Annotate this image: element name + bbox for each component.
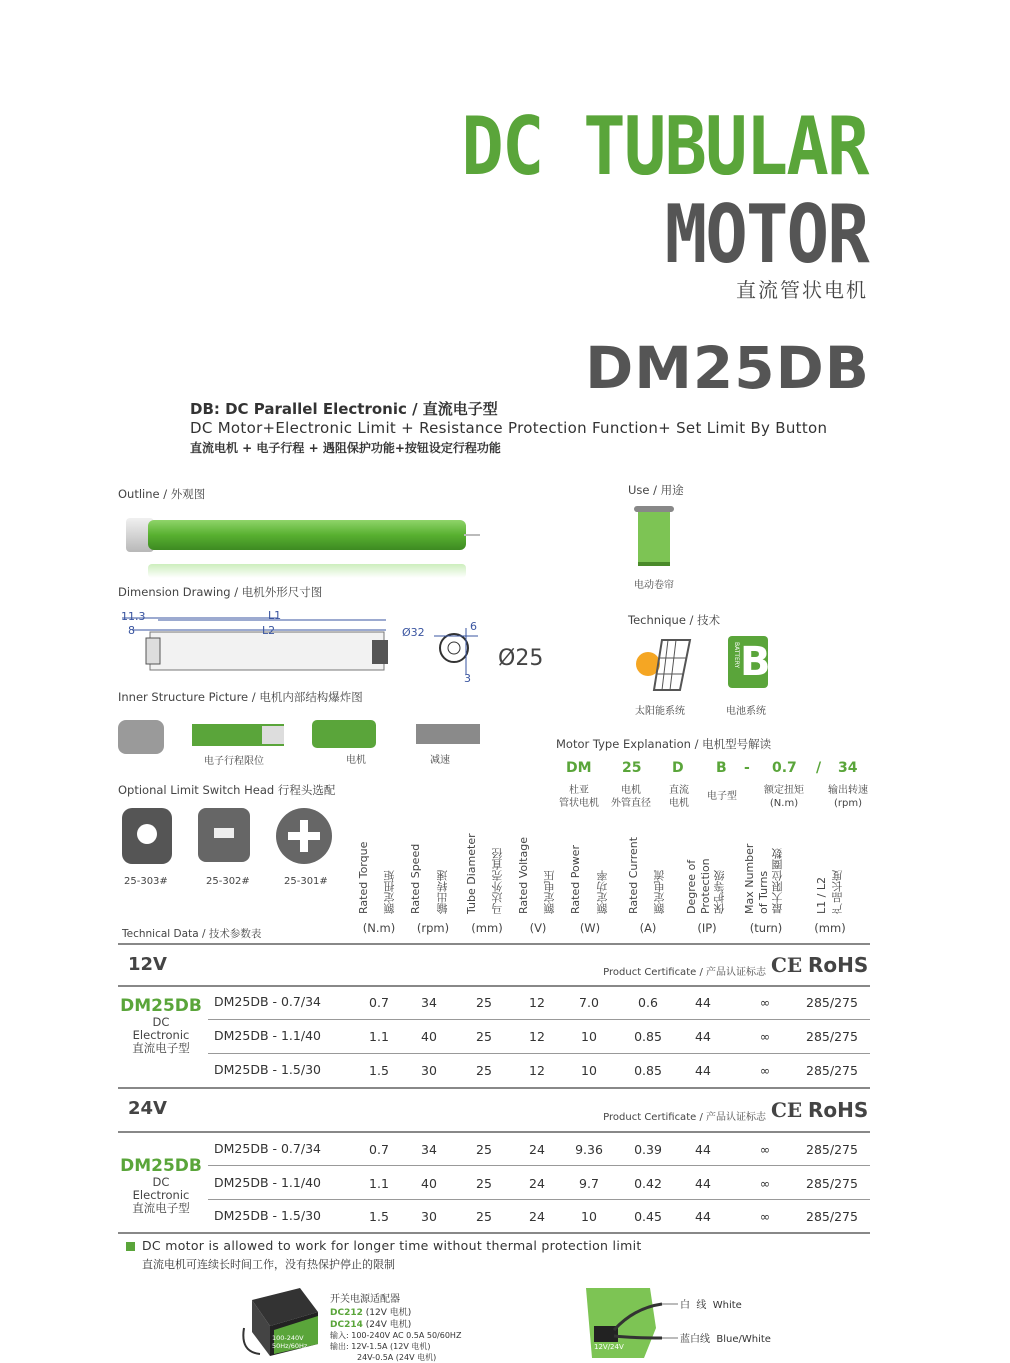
row-value: 25 xyxy=(476,1176,492,1191)
adapter-sticker: 100-240V 50Hz/60Hz xyxy=(272,1334,308,1350)
row-value: 30 xyxy=(421,1209,437,1224)
dim-3: 3 xyxy=(464,672,471,685)
inner-structure-image xyxy=(116,714,496,756)
technique-label: Technique / 技术 xyxy=(628,613,721,627)
cert-text-24v: Product Certificate / 产品认证标志 xyxy=(603,1112,766,1123)
dim-phi25: Ø25 xyxy=(498,646,544,671)
note-en: DC motor is allowed to work for longer time without thermal protection limit xyxy=(142,1238,642,1253)
row-model: DM25DB - 1.1/40 xyxy=(214,1028,321,1043)
hdr-length-cn: 产品长度 xyxy=(831,870,844,914)
row-value: 12 xyxy=(529,1063,545,1078)
unit-length: (mm) xyxy=(814,921,846,935)
row-value: 24 xyxy=(529,1142,545,1157)
row-value: ∞ xyxy=(759,995,771,1010)
unit-protection: (IP) xyxy=(697,921,717,935)
limit-head-301: 25-301# xyxy=(284,876,328,887)
motor-outline-image xyxy=(118,508,488,588)
hdr-turns-2: of Turns xyxy=(757,870,770,914)
row-value: 285/275 xyxy=(806,1063,858,1078)
row-value: 25 xyxy=(476,1029,492,1044)
limit-head-303: 25-303# xyxy=(124,876,168,887)
row-divider xyxy=(208,1053,870,1054)
note-cn: 直流电机可连续长时间工作，没有热保护停止的限制 xyxy=(142,1258,395,1271)
inner-label-motor: 电机 xyxy=(346,755,366,766)
row-value: 285/275 xyxy=(806,1176,858,1191)
adapter-title: 开关电源适配器 xyxy=(330,1294,400,1305)
adapter-dc212: DC212 (12V 电机) xyxy=(330,1308,412,1318)
row-value: 40 xyxy=(421,1176,437,1191)
table-rule xyxy=(118,943,870,945)
table-rule xyxy=(118,1087,870,1089)
row-value: 25 xyxy=(476,1142,492,1157)
unit-torque: (N.m) xyxy=(362,921,396,935)
row-value: 7.0 xyxy=(579,995,599,1010)
use-caption: 电动卷帘 xyxy=(634,580,674,591)
table-rule xyxy=(118,1131,870,1133)
title-line2: MOTOR xyxy=(664,188,868,281)
row-value: 30 xyxy=(421,1063,437,1078)
adapter-dc214: DC214 (24V 电机) xyxy=(330,1320,412,1330)
mt-code-torque: 0.7 xyxy=(772,760,797,776)
mt-code-dm: DM xyxy=(566,760,592,776)
voltage-24v: 24V xyxy=(128,1098,167,1119)
group-24v: DM25DB DC Electronic 直流电子型 xyxy=(120,1156,202,1215)
mt-desc-torque: 额定扭矩 (N.m) xyxy=(764,785,804,809)
roller-blind-icon xyxy=(632,504,678,572)
unit-current: (A) xyxy=(639,921,657,935)
row-value: 44 xyxy=(695,1142,711,1157)
row-value: 44 xyxy=(695,1209,711,1224)
row-value: ∞ xyxy=(759,1142,771,1157)
technique-battery: 电池系统 xyxy=(726,706,766,717)
row-divider xyxy=(208,1019,870,1020)
dim-8: 8 xyxy=(128,624,135,637)
solar-icon xyxy=(632,636,694,694)
row-value: 0.85 xyxy=(634,1029,662,1044)
row-value: 25 xyxy=(476,995,492,1010)
hdr-tube: Tube Diameter xyxy=(465,833,478,914)
mt-desc-speed: 输出转速 (rpm) xyxy=(828,785,868,809)
row-value: 34 xyxy=(421,1142,437,1157)
cert-text-12v: Product Certificate / 产品认证标志 xyxy=(603,967,766,978)
adapter-output2: 24V-0.5A (24V 电机) xyxy=(357,1353,437,1362)
hdr-protection: Degree of xyxy=(685,859,698,914)
limit-head-label: Optional Limit Switch Head 行程头选配 xyxy=(118,783,336,797)
row-value: 285/275 xyxy=(806,1209,858,1224)
wire-blue-white: 蓝白线 Blue/White xyxy=(680,1334,771,1345)
row-value: 0.45 xyxy=(634,1209,662,1224)
row-model: DM25DB - 1.1/40 xyxy=(214,1175,321,1190)
table-rule xyxy=(118,1232,870,1234)
dim-phi32: Ø32 xyxy=(402,626,425,639)
hdr-power: Rated Power xyxy=(569,845,582,914)
description-line2: DC Motor+Electronic Limit + Resistance Protection Function+ Set Limit By Button xyxy=(190,419,828,437)
dim-6: 6 xyxy=(470,620,477,633)
inner-label-limit: 电子行程限位 xyxy=(204,756,264,767)
dimension-drawing xyxy=(118,604,558,686)
wire-box-label: 12V/24V xyxy=(594,1343,624,1351)
row-model: DM25DB - 0.7/34 xyxy=(214,994,321,1009)
row-value: 34 xyxy=(421,995,437,1010)
row-value: 0.7 xyxy=(369,1142,389,1157)
dim-l2: L2 xyxy=(262,624,276,637)
adapter-output1: 输出: 12V-1.5A (12V 电机) xyxy=(330,1342,431,1351)
unit-turns: (turn) xyxy=(749,921,783,935)
row-value: 12 xyxy=(529,1029,545,1044)
row-value: 44 xyxy=(695,1176,711,1191)
title-cn: 直流管状电机 xyxy=(736,278,868,302)
row-value: 1.5 xyxy=(369,1209,389,1224)
row-value: 10 xyxy=(581,1063,597,1078)
mt-desc-b: 电子型 xyxy=(707,791,737,802)
mt-code-d: D xyxy=(672,760,684,776)
title-line1: DC TUBULAR xyxy=(461,100,868,193)
row-value: 44 xyxy=(695,1029,711,1044)
ce-mark-24v: CE xyxy=(771,1098,803,1122)
hdr-speed-cn: 输出转速 xyxy=(436,870,449,914)
mt-code-25: 25 xyxy=(622,760,642,776)
rohs-mark-12v: RoHS xyxy=(808,953,869,977)
mt-desc-25: 电机 外管直径 xyxy=(611,785,651,809)
hdr-protection-cn: 保护等级 xyxy=(713,870,726,914)
mt-code-dash: - xyxy=(744,760,750,776)
row-value: 10 xyxy=(581,1029,597,1044)
row-value: 9.36 xyxy=(575,1142,603,1157)
hdr-voltage-cn: 额定电压 xyxy=(543,870,556,914)
mt-code-b: B xyxy=(716,760,727,776)
row-value: 0.39 xyxy=(634,1142,662,1157)
row-value: 1.1 xyxy=(369,1029,389,1044)
row-value: 285/275 xyxy=(806,1142,858,1157)
row-value: 44 xyxy=(695,1063,711,1078)
row-model: DM25DB - 0.7/34 xyxy=(214,1141,321,1156)
dim-11-3: 11.3 xyxy=(121,610,146,623)
ce-mark-12v: CE xyxy=(771,953,803,977)
voltage-12v: 12V xyxy=(128,954,167,975)
row-value: 9.7 xyxy=(579,1176,599,1191)
hdr-voltage: Rated Voltage xyxy=(517,837,530,914)
row-model: DM25DB - 1.5/30 xyxy=(214,1208,321,1223)
row-value: 12 xyxy=(529,995,545,1010)
hdr-length: L1 / L2 xyxy=(815,877,828,914)
mt-desc-dm: 杜亚 管状电机 xyxy=(559,785,599,809)
battery-icon: B BATTERY xyxy=(728,636,768,688)
row-value: 40 xyxy=(421,1029,437,1044)
motor-type-label: Motor Type Explanation / 电机型号解读 xyxy=(556,737,772,751)
dimension-label: Dimension Drawing / 电机外形尺寸图 xyxy=(118,585,323,599)
use-label: Use / 用途 xyxy=(628,483,684,497)
group-12v: DM25DB DC Electronic 直流电子型 xyxy=(120,996,202,1055)
row-value: 10 xyxy=(581,1209,597,1224)
dim-l1: L1 xyxy=(268,609,282,622)
unit-voltage: (V) xyxy=(529,921,547,935)
row-value: 44 xyxy=(695,995,711,1010)
inner-label-gear: 减速 xyxy=(430,755,450,766)
unit-tube: (mm) xyxy=(471,921,503,935)
unit-speed: (rpm) xyxy=(416,921,450,935)
hdr-torque-cn: 额定扭矩 xyxy=(383,870,396,914)
description-line3: 直流电机 + 电子行程 + 遇阻保护功能+按钮设定行程功能 xyxy=(190,441,501,455)
row-value: ∞ xyxy=(759,1209,771,1224)
row-value: ∞ xyxy=(759,1063,771,1078)
row-value: 1.1 xyxy=(369,1176,389,1191)
row-divider xyxy=(208,1199,870,1200)
hdr-speed: Rated Speed xyxy=(409,843,422,914)
hdr-power-cn: 额定功率 xyxy=(596,870,609,914)
hdr-current-cn: 额定电流 xyxy=(653,870,666,914)
wire-white: 白 线 White xyxy=(680,1300,742,1311)
unit-power: (W) xyxy=(579,921,601,935)
row-value: 285/275 xyxy=(806,1029,858,1044)
rohs-mark-24v: RoHS xyxy=(808,1098,869,1122)
inner-label: Inner Structure Picture / 电机内部结构爆炸图 xyxy=(118,690,363,704)
limit-head-302: 25-302# xyxy=(206,876,250,887)
battery-text: BATTERY xyxy=(733,642,740,669)
model-title: DM25DB xyxy=(585,334,870,402)
row-value: 24 xyxy=(529,1176,545,1191)
row-value: 1.5 xyxy=(369,1063,389,1078)
row-value: 0.7 xyxy=(369,995,389,1010)
hdr-torque: Rated Torque xyxy=(357,841,370,914)
hdr-tube-cn: 马达外壳直径 xyxy=(491,848,504,914)
row-value: 25 xyxy=(476,1209,492,1224)
limit-heads-image xyxy=(120,804,340,870)
row-divider xyxy=(208,1165,870,1166)
mt-code-speed: 34 xyxy=(838,760,858,776)
row-value: ∞ xyxy=(759,1176,771,1191)
description-line1: DB: DC Parallel Electronic / 直流电子型 xyxy=(190,400,498,418)
hdr-turns-cn: 最大限位圈数 xyxy=(771,848,784,914)
row-value: 24 xyxy=(529,1209,545,1224)
row-value: 0.42 xyxy=(634,1176,662,1191)
row-value: ∞ xyxy=(759,1029,771,1044)
note-bullet xyxy=(126,1242,135,1251)
table-rule xyxy=(118,985,870,987)
row-value: 0.85 xyxy=(634,1063,662,1078)
outline-label: Outline / 外观图 xyxy=(118,487,206,501)
technique-solar: 太阳能系统 xyxy=(635,706,685,717)
hdr-current: Rated Current xyxy=(627,836,640,914)
row-model: DM25DB - 1.5/30 xyxy=(214,1062,321,1077)
row-value: 25 xyxy=(476,1063,492,1078)
row-value: 0.6 xyxy=(638,995,658,1010)
mt-code-slash: / xyxy=(816,760,822,776)
hdr-turns: Max Number xyxy=(743,843,756,914)
tech-data-label: Technical Data / 技术参数表 xyxy=(122,928,262,940)
hdr-protection-2: Protection xyxy=(699,858,712,914)
mt-desc-d: 直流 电机 xyxy=(669,785,689,809)
adapter-input: 输入: 100-240V AC 0.5A 50/60HZ xyxy=(330,1331,462,1340)
row-value: 285/275 xyxy=(806,995,858,1010)
